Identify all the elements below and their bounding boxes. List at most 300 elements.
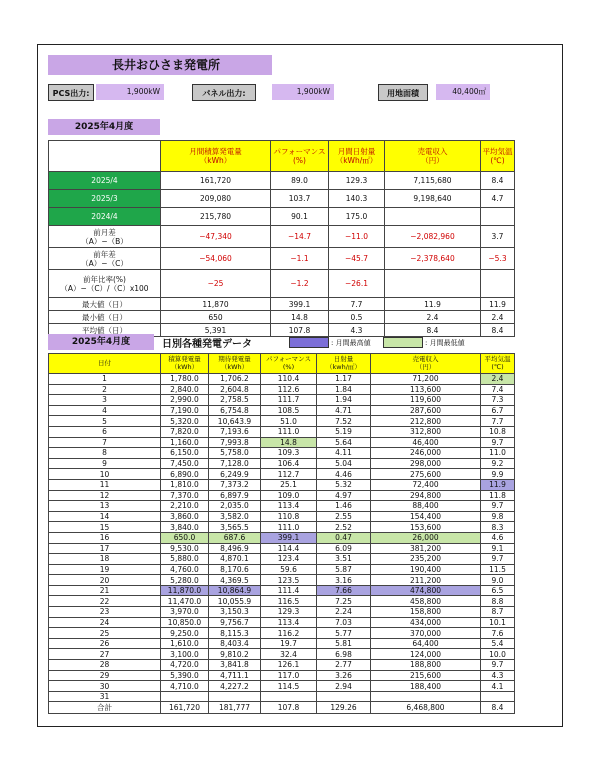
daily-value-cell: 188,400 — [371, 681, 481, 692]
daily-value-cell: 114.5 — [261, 681, 317, 692]
daily-value-cell: 5.4 — [481, 638, 515, 649]
daily-row — [49, 543, 515, 554]
daily-row — [49, 564, 515, 575]
daily-value-cell: 399.1 — [261, 532, 317, 543]
daily-value-cell — [261, 691, 317, 702]
summary-cell: −1.2 — [271, 270, 329, 298]
daily-value-cell: 88,400 — [371, 501, 481, 512]
daily-value-cell: 124,000 — [371, 649, 481, 660]
summary-cell: −54,060 — [161, 248, 271, 270]
daily-value-cell: 7.4 — [481, 384, 515, 395]
daily-value-cell: 5.64 — [317, 437, 371, 448]
daily-value-cell: 215,600 — [371, 670, 481, 681]
daily-date-cell: 8 — [49, 448, 161, 459]
daily-value-cell: 312,800 — [371, 426, 481, 437]
daily-value-cell: 381,200 — [371, 543, 481, 554]
daily-value-cell: 1.84 — [317, 384, 371, 395]
daily-value-cell: 4,870.1 — [209, 554, 261, 565]
daily-section-title: 日別各種発電データ — [162, 339, 252, 350]
daily-value-cell: 3.16 — [317, 575, 371, 586]
daily-header-cell: 期待発電量 （kWh） — [209, 354, 261, 374]
summary-cell: 3.7 — [481, 226, 515, 248]
daily-value-cell: 458,800 — [371, 596, 481, 607]
daily-row — [49, 405, 515, 416]
summary-cell: 8.4 — [481, 172, 515, 190]
daily-value-cell: 8,496.9 — [209, 543, 261, 554]
daily-value-cell: 5.87 — [317, 564, 371, 575]
daily-date-cell: 10 — [49, 469, 161, 480]
daily-row — [49, 638, 515, 649]
summary-cell: 2.4 — [385, 311, 481, 324]
summary-diff-label: 前月差 （A）−（B） — [49, 226, 161, 248]
summary-cell: 11.9 — [481, 298, 515, 311]
daily-value-cell: 9,530.0 — [161, 543, 209, 554]
daily-value-cell — [481, 691, 515, 702]
summary-cell: −2,082,960 — [385, 226, 481, 248]
daily-row — [49, 585, 515, 596]
daily-row — [49, 448, 515, 459]
daily-value-cell: 9.9 — [481, 469, 515, 480]
daily-value-cell: 298,000 — [371, 458, 481, 469]
daily-value-cell: 9.7 — [481, 501, 515, 512]
daily-value-cell: 5.77 — [317, 628, 371, 639]
summary-cell — [385, 208, 481, 226]
daily-value-cell: 14.8 — [261, 437, 317, 448]
daily-value-cell: 113.4 — [261, 617, 317, 628]
summary-cell: 90.1 — [271, 208, 329, 226]
daily-month-title: 2025年4月度 — [48, 334, 154, 350]
daily-value-cell: 687.6 — [209, 532, 261, 543]
daily-value-cell: 51.0 — [261, 416, 317, 427]
daily-date-cell: 21 — [49, 585, 161, 596]
daily-value-cell: 4.6 — [481, 532, 515, 543]
daily-value-cell: 113.4 — [261, 501, 317, 512]
summary-cell: −45.7 — [329, 248, 385, 270]
daily-date-cell: 12 — [49, 490, 161, 501]
daily-value-cell: 10,055.9 — [209, 596, 261, 607]
daily-value-cell: 434,000 — [371, 617, 481, 628]
daily-value-cell: 5,390.0 — [161, 670, 209, 681]
daily-date-cell: 13 — [49, 501, 161, 512]
daily-row — [49, 522, 515, 533]
daily-value-cell: 6,249.9 — [209, 469, 261, 480]
daily-value-cell: 2,604.8 — [209, 384, 261, 395]
daily-value-cell: 3.51 — [317, 554, 371, 565]
daily-value-cell: 2,035.0 — [209, 501, 261, 512]
summary-cell: 215,780 — [161, 208, 271, 226]
daily-value-cell: 650.0 — [161, 532, 209, 543]
daily-value-cell: 112.7 — [261, 469, 317, 480]
daily-value-cell: 1.94 — [317, 395, 371, 406]
daily-value-cell: 5.04 — [317, 458, 371, 469]
daily-value-cell: 2.24 — [317, 607, 371, 618]
daily-header-cell: パフォーマンス (%) — [261, 354, 317, 374]
daily-date-cell: 16 — [49, 532, 161, 543]
summary-cell: 107.8 — [271, 324, 329, 337]
pcs-output-value: 1,900kW — [96, 84, 164, 100]
daily-value-cell: 110.4 — [261, 374, 317, 385]
daily-value-cell: 6,890.0 — [161, 469, 209, 480]
daily-value-cell: 106.4 — [261, 458, 317, 469]
daily-value-cell: 7.03 — [317, 617, 371, 628]
panel-output-label: パネル出力: — [192, 84, 256, 101]
daily-value-cell: 154,400 — [371, 511, 481, 522]
daily-row — [49, 596, 515, 607]
daily-row — [49, 628, 515, 639]
daily-date-cell: 30 — [49, 681, 161, 692]
daily-value-cell: 10.1 — [481, 617, 515, 628]
daily-value-cell: 111.0 — [261, 426, 317, 437]
daily-value-cell: 7.7 — [481, 416, 515, 427]
daily-value-cell: 8,403.4 — [209, 638, 261, 649]
daily-value-cell: 3,860.0 — [161, 511, 209, 522]
daily-date-cell: 20 — [49, 575, 161, 586]
daily-value-cell: 9.8 — [481, 511, 515, 522]
summary-period-row — [49, 172, 515, 190]
daily-value-cell: 287,600 — [371, 405, 481, 416]
summary-header-cell: 売電収入 （円） — [385, 141, 481, 172]
daily-value-cell: 3,841.8 — [209, 660, 261, 671]
daily-value-cell: 7,450.0 — [161, 458, 209, 469]
summary-cell — [481, 270, 515, 298]
daily-total-cell: 8.4 — [481, 702, 515, 714]
daily-header-cell: 積算発電量 （kWh） — [161, 354, 209, 374]
daily-row — [49, 384, 515, 395]
daily-date-cell: 1 — [49, 374, 161, 385]
daily-value-cell: 110.8 — [261, 511, 317, 522]
daily-value-cell: 5,758.0 — [209, 448, 261, 459]
daily-date-cell: 25 — [49, 628, 161, 639]
daily-date-cell: 26 — [49, 638, 161, 649]
daily-value-cell: 474,800 — [371, 585, 481, 596]
daily-date-cell: 2 — [49, 384, 161, 395]
daily-value-cell: 6.5 — [481, 585, 515, 596]
daily-value-cell — [161, 691, 209, 702]
daily-total-cell: 6,468,800 — [371, 702, 481, 714]
daily-value-cell: 8.3 — [481, 522, 515, 533]
daily-value-cell: 7,373.2 — [209, 479, 261, 490]
daily-total-label: 合計 — [49, 702, 161, 714]
daily-value-cell: 64,400 — [371, 638, 481, 649]
daily-value-cell: 10.8 — [481, 426, 515, 437]
daily-value-cell: 370,000 — [371, 628, 481, 639]
daily-row — [49, 681, 515, 692]
daily-value-cell: 7,370.0 — [161, 490, 209, 501]
summary-cell: 175.0 — [329, 208, 385, 226]
daily-value-cell: 7,993.8 — [209, 437, 261, 448]
summary-cell: 2.4 — [481, 311, 515, 324]
daily-value-cell: 4,720.0 — [161, 660, 209, 671]
daily-value-cell: 5.81 — [317, 638, 371, 649]
daily-value-cell: 4.71 — [317, 405, 371, 416]
daily-value-cell: 8.7 — [481, 607, 515, 618]
daily-value-cell: 2.94 — [317, 681, 371, 692]
daily-value-cell: 119,600 — [371, 395, 481, 406]
daily-value-cell: 6,897.9 — [209, 490, 261, 501]
summary-cell: 129.3 — [329, 172, 385, 190]
daily-value-cell: 123.5 — [261, 575, 317, 586]
daily-value-cell: 4.11 — [317, 448, 371, 459]
daily-value-cell: 1.46 — [317, 501, 371, 512]
panel-output-value: 1,900kW — [272, 84, 334, 100]
daily-date-cell: 6 — [49, 426, 161, 437]
legend-low-swatch — [383, 337, 423, 348]
daily-value-cell: 113,600 — [371, 384, 481, 395]
daily-value-cell: 3,100.0 — [161, 649, 209, 660]
summary-stat-label: 平均値（日） — [49, 324, 161, 337]
daily-row — [49, 416, 515, 427]
summary-cell: 5,391 — [161, 324, 271, 337]
daily-value-cell: 2.77 — [317, 660, 371, 671]
daily-value-cell: 9.7 — [481, 554, 515, 565]
daily-value-cell: 111.4 — [261, 585, 317, 596]
daily-value-cell: 2,840.0 — [161, 384, 209, 395]
daily-date-cell: 29 — [49, 670, 161, 681]
daily-value-cell: 4.3 — [481, 670, 515, 681]
daily-row — [49, 532, 515, 543]
daily-value-cell: 46,400 — [371, 437, 481, 448]
summary-period-row — [49, 208, 515, 226]
daily-value-cell: 6.7 — [481, 405, 515, 416]
daily-row — [49, 469, 515, 480]
daily-date-cell: 19 — [49, 564, 161, 575]
daily-date-cell: 27 — [49, 649, 161, 660]
daily-value-cell: 117.0 — [261, 670, 317, 681]
daily-row — [49, 691, 515, 702]
daily-header-cell: 売電収入 （円） — [371, 354, 481, 374]
daily-value-cell: 116.5 — [261, 596, 317, 607]
summary-header-blank — [49, 141, 161, 172]
daily-value-cell: 9,756.7 — [209, 617, 261, 628]
daily-value-cell: 0.47 — [317, 532, 371, 543]
daily-header-cell: 日射量 （kwh/㎡） — [317, 354, 371, 374]
summary-table — [48, 140, 515, 337]
summary-header-cell: パフォーマンス (%) — [271, 141, 329, 172]
daily-value-cell: 246,000 — [371, 448, 481, 459]
summary-period-row — [49, 190, 515, 208]
daily-value-cell: 7,820.0 — [161, 426, 209, 437]
daily-value-cell: 4,227.2 — [209, 681, 261, 692]
summary-cell: 209,080 — [161, 190, 271, 208]
daily-row — [49, 426, 515, 437]
summary-diff-label: 前年比率(%) （A）−（C）/（C）x100 — [49, 270, 161, 298]
daily-value-cell: 10,643.9 — [209, 416, 261, 427]
daily-value-cell: 5,880.0 — [161, 554, 209, 565]
daily-value-cell: 11.0 — [481, 448, 515, 459]
daily-total-cell: 129.26 — [317, 702, 371, 714]
daily-value-cell: 6.98 — [317, 649, 371, 660]
daily-value-cell: 6,754.8 — [209, 405, 261, 416]
daily-value-cell: 8.8 — [481, 596, 515, 607]
summary-cell: 7.7 — [329, 298, 385, 311]
summary-cell: −14.7 — [271, 226, 329, 248]
summary-cell: −1.1 — [271, 248, 329, 270]
daily-date-cell: 31 — [49, 691, 161, 702]
daily-value-cell: 10,850.0 — [161, 617, 209, 628]
daily-value-cell: 3,970.0 — [161, 607, 209, 618]
daily-value-cell: 1,610.0 — [161, 638, 209, 649]
summary-stat-label: 最小値（日） — [49, 311, 161, 324]
summary-stat-label: 最大値（日） — [49, 298, 161, 311]
daily-row — [49, 374, 515, 385]
daily-date-cell: 22 — [49, 596, 161, 607]
daily-value-cell: 25.1 — [261, 479, 317, 490]
summary-header-row — [49, 141, 515, 172]
summary-cell: 7,115,680 — [385, 172, 481, 190]
daily-value-cell: 275,600 — [371, 469, 481, 480]
summary-cell: 11,870 — [161, 298, 271, 311]
daily-row — [49, 660, 515, 671]
summary-cell: 4.3 — [329, 324, 385, 337]
daily-value-cell: 2.55 — [317, 511, 371, 522]
daily-value-cell: 112.6 — [261, 384, 317, 395]
summary-header-cell: 月間日射量 （kWh/㎡） — [329, 141, 385, 172]
daily-value-cell — [209, 691, 261, 702]
summary-cell: 4.7 — [481, 190, 515, 208]
daily-value-cell: 4,369.5 — [209, 575, 261, 586]
daily-value-cell: 7,193.6 — [209, 426, 261, 437]
daily-value-cell: 158,800 — [371, 607, 481, 618]
daily-value-cell: 3,840.0 — [161, 522, 209, 533]
daily-date-cell: 4 — [49, 405, 161, 416]
daily-date-cell: 23 — [49, 607, 161, 618]
daily-row — [49, 458, 515, 469]
daily-value-cell: 4,711.1 — [209, 670, 261, 681]
daily-table — [48, 353, 515, 714]
daily-value-cell: 32.4 — [261, 649, 317, 660]
summary-cell: −5.3 — [481, 248, 515, 270]
summary-diff-row — [49, 270, 515, 298]
summary-cell: 399.1 — [271, 298, 329, 311]
daily-value-cell: 5,320.0 — [161, 416, 209, 427]
summary-cell: 103.7 — [271, 190, 329, 208]
summary-cell: −47,340 — [161, 226, 271, 248]
daily-row — [49, 649, 515, 660]
legend-high-label: : 月間最高値 — [331, 339, 371, 347]
daily-value-cell: 9.7 — [481, 660, 515, 671]
daily-value-cell: 111.0 — [261, 522, 317, 533]
daily-row — [49, 501, 515, 512]
daily-value-cell: 111.7 — [261, 395, 317, 406]
daily-value-cell: 1,160.0 — [161, 437, 209, 448]
daily-value-cell: 153,600 — [371, 522, 481, 533]
daily-value-cell: 9.0 — [481, 575, 515, 586]
daily-value-cell: 4.97 — [317, 490, 371, 501]
daily-value-cell: 10,864.9 — [209, 585, 261, 596]
daily-value-cell: 7.66 — [317, 585, 371, 596]
daily-value-cell: 109.3 — [261, 448, 317, 459]
daily-value-cell: 59.6 — [261, 564, 317, 575]
daily-value-cell: 9.7 — [481, 437, 515, 448]
daily-row — [49, 437, 515, 448]
daily-row — [49, 490, 515, 501]
daily-value-cell: 6.09 — [317, 543, 371, 554]
legend-high-swatch — [289, 337, 329, 348]
daily-value-cell: 1,810.0 — [161, 479, 209, 490]
daily-value-cell: 7.25 — [317, 596, 371, 607]
daily-value-cell: 11,470.0 — [161, 596, 209, 607]
daily-value-cell: 6,150.0 — [161, 448, 209, 459]
daily-value-cell: 5.19 — [317, 426, 371, 437]
summary-cell — [385, 270, 481, 298]
daily-row — [49, 511, 515, 522]
daily-value-cell: 9.1 — [481, 543, 515, 554]
summary-cell: 9,198,640 — [385, 190, 481, 208]
daily-value-cell: 7.52 — [317, 416, 371, 427]
summary-cell: 89.0 — [271, 172, 329, 190]
daily-date-cell: 18 — [49, 554, 161, 565]
daily-date-cell: 9 — [49, 458, 161, 469]
summary-cell: 650 — [161, 311, 271, 324]
daily-value-cell: 188,800 — [371, 660, 481, 671]
daily-row — [49, 670, 515, 681]
daily-value-cell: 11,870.0 — [161, 585, 209, 596]
daily-value-cell: 235,200 — [371, 554, 481, 565]
summary-stat-row — [49, 311, 515, 324]
daily-value-cell: 109.0 — [261, 490, 317, 501]
daily-value-cell: 3,565.5 — [209, 522, 261, 533]
summary-diff-row — [49, 226, 515, 248]
daily-total-cell: 107.8 — [261, 702, 317, 714]
daily-row — [49, 554, 515, 565]
daily-value-cell: 11.5 — [481, 564, 515, 575]
daily-value-cell: 5.32 — [317, 479, 371, 490]
daily-value-cell: 1,780.0 — [161, 374, 209, 385]
daily-value-cell: 10.0 — [481, 649, 515, 660]
daily-value-cell: 123.4 — [261, 554, 317, 565]
summary-cell: −26.1 — [329, 270, 385, 298]
daily-value-cell — [317, 691, 371, 702]
daily-total-cell: 181,777 — [209, 702, 261, 714]
summary-header-cell: 月間積算発電量 （kWh） — [161, 141, 271, 172]
daily-value-cell: 190,400 — [371, 564, 481, 575]
land-area-label: 用地面積 — [378, 84, 428, 101]
daily-value-cell: 2.4 — [481, 374, 515, 385]
daily-date-cell: 5 — [49, 416, 161, 427]
daily-value-cell: 9,810.2 — [209, 649, 261, 660]
daily-value-cell: 11.8 — [481, 490, 515, 501]
summary-period-label: 2025/4 — [49, 172, 161, 190]
daily-value-cell: 2,210.0 — [161, 501, 209, 512]
daily-row — [49, 479, 515, 490]
daily-value-cell: 294,800 — [371, 490, 481, 501]
daily-date-cell: 17 — [49, 543, 161, 554]
daily-value-cell: 1.17 — [317, 374, 371, 385]
daily-row — [49, 395, 515, 406]
summary-cell: −25 — [161, 270, 271, 298]
summary-cell: 0.5 — [329, 311, 385, 324]
daily-value-cell: 3,582.0 — [209, 511, 261, 522]
daily-value-cell: 1,706.2 — [209, 374, 261, 385]
summary-cell: 14.8 — [271, 311, 329, 324]
daily-total-row — [49, 702, 515, 714]
plant-name: 長井おひさま発電所 — [48, 55, 272, 75]
daily-row — [49, 575, 515, 586]
summary-cell: −11.0 — [329, 226, 385, 248]
daily-value-cell: 212,800 — [371, 416, 481, 427]
daily-value-cell: 5,280.0 — [161, 575, 209, 586]
summary-period-label: 2025/3 — [49, 190, 161, 208]
daily-value-cell: 129.3 — [261, 607, 317, 618]
daily-total-cell: 161,720 — [161, 702, 209, 714]
land-area-value: 40,400㎡ — [436, 84, 490, 100]
daily-value-cell: 4.46 — [317, 469, 371, 480]
daily-value-cell: 7,128.0 — [209, 458, 261, 469]
daily-value-cell: 19.7 — [261, 638, 317, 649]
summary-cell: 11.9 — [385, 298, 481, 311]
daily-date-cell: 14 — [49, 511, 161, 522]
daily-value-cell: 4,760.0 — [161, 564, 209, 575]
